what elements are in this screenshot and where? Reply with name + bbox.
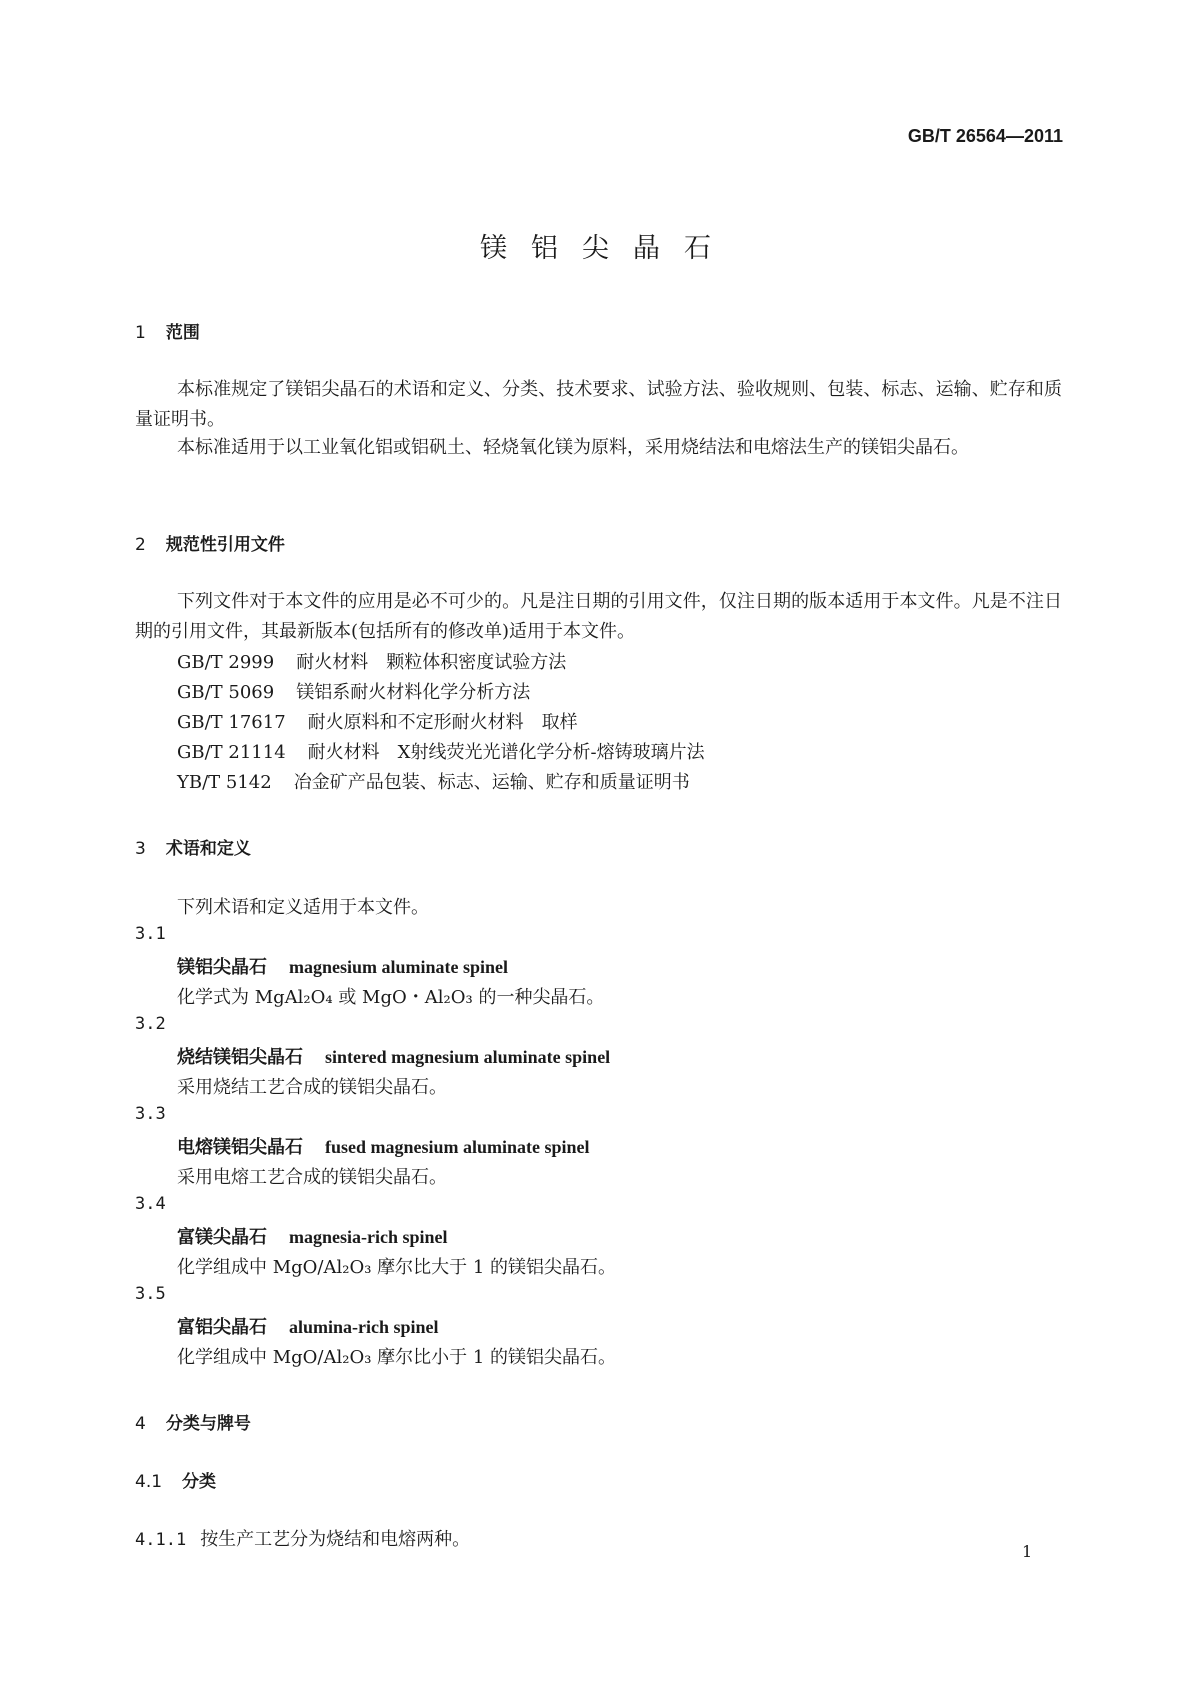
reference-item <box>177 648 566 674</box>
term-zh: 烧结镁铝尖晶石 <box>177 1047 303 1068</box>
reference-code: YB/T 5142 <box>177 772 272 793</box>
term-en: sintered magnesium aluminate spinel <box>325 1047 611 1067</box>
section-title: 规范性引用文件 <box>165 535 285 555</box>
term-number: 3.1 <box>135 924 166 944</box>
term-definition: 化学组成中 MgO/Al₂O₃ 摩尔比大于 1 的镁铝尖晶石。 <box>177 1257 617 1278</box>
term-definition: 化学式为 MgAl₂O₄ 或 MgO・Al₂O₃ 的一种尖晶石。 <box>177 987 605 1008</box>
term-heading <box>177 953 508 979</box>
section-number: 1 <box>135 323 146 343</box>
term-definition: 化学组成中 MgO/Al₂O₃ 摩尔比小于 1 的镁铝尖晶石。 <box>177 1347 617 1368</box>
page-number: 1 <box>1022 1542 1033 1561</box>
section-number: 2 <box>135 535 146 555</box>
term-heading <box>177 1133 590 1159</box>
term-number: 3.5 <box>135 1284 166 1304</box>
page-title: 镁铝尖晶石 <box>480 233 735 264</box>
paragraph: 下列术语和定义适用于本文件。 <box>177 897 429 918</box>
clause-text: 按生产工艺分为烧结和电熔两种。 <box>200 1529 471 1550</box>
term-number: 3.3 <box>135 1104 166 1124</box>
term-en: alumina-rich spinel <box>289 1317 439 1337</box>
reference-item <box>177 738 705 764</box>
section-3-heading <box>135 834 251 859</box>
reference-title: 冶金矿产品包装、标志、运输、贮存和质量证明书 <box>293 772 690 793</box>
reference-title: 耐火原料和不定形耐火材料 取样 <box>307 712 578 733</box>
section-1-heading <box>135 318 200 343</box>
reference-title: 耐火材料 X射线荧光光谱化学分析-熔铸玻璃片法 <box>307 742 705 763</box>
reference-item <box>177 708 578 734</box>
section-title: 术语和定义 <box>165 839 251 859</box>
term-en: fused magnesium aluminate spinel <box>325 1137 590 1157</box>
section-4-heading <box>135 1409 251 1434</box>
term-definition: 采用烧结工艺合成的镁铝尖晶石。 <box>177 1077 447 1098</box>
subsection-title: 分类 <box>182 1472 217 1492</box>
term-heading <box>177 1313 439 1339</box>
term-en: magnesia-rich spinel <box>289 1227 448 1247</box>
term-number: 3.2 <box>135 1014 166 1034</box>
paragraph: 下列文件对于本文件的应用是必不可少的。凡是注日期的引用文件，仅注日期的版本适用于本文件。凡是不注日期的引用文件，其最新版本(包括所有的修改单)适用于本文件。 <box>135 591 1062 642</box>
reference-title: 镁铝系耐火材料化学分析方法 <box>296 682 531 703</box>
term-zh: 富铝尖晶石 <box>177 1317 267 1338</box>
term-en: magnesium aluminate spinel <box>289 957 509 977</box>
section-number: 3 <box>135 839 146 859</box>
reference-title: 耐火材料 颗粒体积密度试验方法 <box>296 652 567 673</box>
section-title: 分类与牌号 <box>165 1414 251 1434</box>
reference-code: GB/T 2999 <box>177 652 275 673</box>
paragraph: 本标准适用于以工业氧化铝或铝矾土、轻烧氧化镁为原料，采用烧结法和电熔法生产的镁铝尖晶石。 <box>177 437 969 458</box>
term-heading <box>177 1043 610 1069</box>
subsection-number: 4.1 <box>135 1472 163 1492</box>
term-zh: 富镁尖晶石 <box>177 1227 267 1248</box>
term-zh: 电熔镁铝尖晶石 <box>177 1137 303 1158</box>
standard-number: GB/T 26564—2011 <box>907 126 1063 146</box>
reference-code: GB/T 17617 <box>177 712 286 733</box>
reference-code: GB/T 5069 <box>177 682 275 703</box>
reference-code: GB/T 21114 <box>177 742 286 763</box>
clause-number: 4.1.1 <box>135 1530 187 1550</box>
subsection-heading <box>135 1467 216 1492</box>
section-2-heading <box>135 530 285 555</box>
clause <box>135 1525 470 1551</box>
section-number: 4 <box>135 1414 146 1434</box>
term-heading <box>177 1223 448 1249</box>
reference-item <box>177 768 690 794</box>
term-number: 3.4 <box>135 1194 166 1214</box>
section-title: 范围 <box>165 323 200 343</box>
term-zh: 镁铝尖晶石 <box>177 957 267 978</box>
reference-item <box>177 678 530 704</box>
paragraph: 本标准规定了镁铝尖晶石的术语和定义、分类、技术要求、试验方法、验收规则、包装、标志、运输、贮存和质量证明书。 <box>135 379 1062 430</box>
term-definition: 采用电熔工艺合成的镁铝尖晶石。 <box>177 1167 447 1188</box>
